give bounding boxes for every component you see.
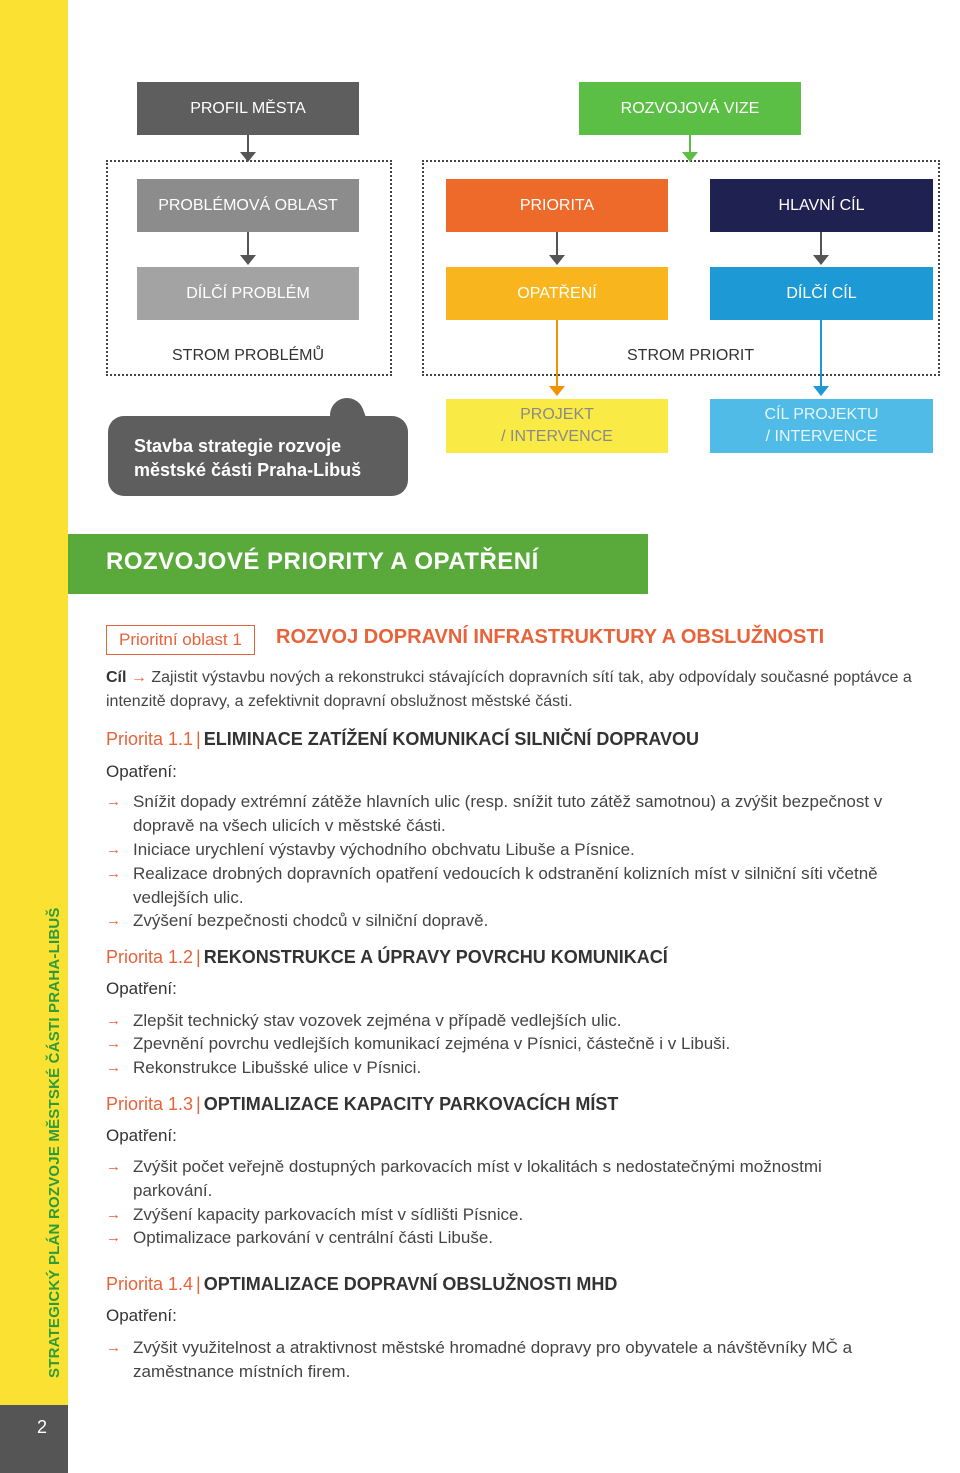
connector-line bbox=[556, 232, 558, 256]
connector-line bbox=[820, 320, 822, 386]
arrow-icon: → bbox=[106, 1035, 121, 1052]
list-item: → Zlepšit technický stav vozovek zejména v případě vedlejších ulic. bbox=[106, 1009, 936, 1033]
connector-arrow bbox=[682, 152, 698, 162]
arrow-icon: → bbox=[106, 793, 121, 810]
problemova-oblast-label: PROBLÉMOVÁ OBLAST bbox=[158, 196, 338, 214]
profil-mesta-label: PROFIL MĚSTA bbox=[190, 99, 306, 117]
arrow-icon: → bbox=[106, 865, 121, 882]
priority-number: Priorita 1.2 bbox=[106, 947, 194, 967]
arrow-icon: → bbox=[106, 1012, 121, 1029]
sidebar-title: STRATEGICKÝ PLÁN ROZVOJE MĚSTSKÉ ČÁSTI PRAHA-LIBUŠ bbox=[46, 907, 63, 1378]
arrow-icon: → bbox=[130, 669, 147, 686]
strom-priorit-label: STROM PRIORIT bbox=[623, 347, 758, 365]
connector-arrow bbox=[813, 386, 829, 396]
priority-heading: Priorita 1.3 | OPTIMALIZACE KAPACITY PARKOVACÍCH MÍST bbox=[106, 1094, 619, 1114]
priorita-box bbox=[446, 179, 668, 232]
goal-paragraph bbox=[106, 666, 936, 714]
cil-projektu-label-2: / INTERVENCE bbox=[765, 428, 878, 445]
projekt-label-1: PROJEKT bbox=[520, 406, 594, 423]
hlavni-cil-box bbox=[710, 179, 933, 232]
priority-heading: Priorita 1.2 | REKONSTRUKCE A ÚPRAVY POVRCHU KOMUNIKACÍ bbox=[106, 947, 668, 967]
page-number: 2 bbox=[36, 1417, 47, 1437]
list-item: → Realizace drobných dopravních opatření vedoucích k odstranění kolizních míst v silniční síti včetně vedlejších ulic. bbox=[106, 864, 878, 907]
measures-label: Opatření: bbox=[106, 1306, 177, 1325]
hlavni-cil-label: HLAVNÍ CÍL bbox=[778, 196, 865, 214]
priorita-label: PRIORITA bbox=[519, 196, 595, 214]
priority-heading: Priorita 1.1 | ELIMINACE ZATÍŽENÍ KOMUNIKACÍ SILNIČNÍ DOPRAVOU bbox=[106, 729, 700, 749]
measures-label: Opatření: bbox=[106, 1126, 177, 1145]
dilci-problem-label: DÍLČÍ PROBLÉM bbox=[186, 284, 310, 302]
priority-area-label: Prioritní oblast 1 bbox=[106, 625, 255, 655]
priority-heading: Priorita 1.4 | OPTIMALIZACE DOPRAVNÍ OBSLUŽNOSTI MHD bbox=[106, 1274, 618, 1294]
arrow-icon: → bbox=[106, 1158, 121, 1175]
bubble-line-2: městské části Praha-Libuš bbox=[134, 460, 362, 480]
priority-title: OPTIMALIZACE KAPACITY PARKOVACÍCH MÍST bbox=[203, 1094, 619, 1114]
connector-line bbox=[556, 320, 558, 386]
measures-label: Opatření: bbox=[106, 979, 177, 998]
goal-label: Cíl bbox=[106, 669, 127, 686]
priority-title: ELIMINACE ZATÍŽENÍ KOMUNIKACÍ SILNIČNÍ DOPRAVOU bbox=[203, 729, 700, 749]
list-item: → Zvýšení bezpečnosti chodců v silniční dopravě. bbox=[106, 909, 936, 933]
problemova-oblast-box bbox=[137, 179, 359, 232]
list-item: → Snížit dopady extrémní zátěže hlavních ulic (resp. snížit tuto zátěž samotnou) a zvýšit bezpečnost v dopravě na všech ulicích v městské části. bbox=[106, 792, 883, 835]
connector-arrow bbox=[813, 255, 829, 265]
opatreni-box bbox=[446, 267, 668, 320]
dilci-cil-label: DÍLČÍ CÍL bbox=[786, 284, 857, 302]
strom-problemu-label: STROM PROBLÉMŮ bbox=[168, 347, 328, 365]
list-item: → Zpevnění povrchu vedlejších komunikací zejména v Písnici, částečně i v Libuši. bbox=[106, 1032, 936, 1056]
list-item: → Zvýšit využitelnost a atraktivnost městské hromadné dopravy pro obyvatele a návštěvníky MČ a zaměstnance místních firem. bbox=[106, 1338, 853, 1381]
arrow-icon: → bbox=[106, 1059, 121, 1076]
rozvojova-vize-label: ROZVOJOVÁ VIZE bbox=[620, 99, 760, 117]
bubble-line-1: Stavba strategie rozvoje bbox=[134, 436, 342, 456]
connector-arrow bbox=[240, 255, 256, 265]
priority-number: Priorita 1.3 bbox=[106, 1094, 194, 1114]
measures-label: Opatření: bbox=[106, 762, 177, 781]
arrow-icon: → bbox=[106, 1229, 121, 1246]
opatreni-label: OPATŘENÍ bbox=[517, 284, 597, 302]
projekt-box bbox=[446, 399, 668, 453]
priority-area-title: ROZVOJ DOPRAVNÍ INFRASTRUKTURY A OBSLUŽNOSTI bbox=[276, 626, 825, 648]
goal-text: Zajistit výstavbu nových a rekonstrukci stávajících dopravních sítí tak, aby odpovídaly současné poptávce a intenzitě dopravy, a zefektivnit dopravní obslužnost městské části. bbox=[106, 669, 912, 710]
list-item: → Zvýšit počet veřejně dostupných parkovacích míst v lokalitách s nedostatečnými možnostmi parkování. bbox=[106, 1157, 822, 1200]
cil-projektu-box bbox=[710, 399, 933, 453]
priority-number: Priorita 1.1 bbox=[106, 729, 194, 749]
priority-title: REKONSTRUKCE A ÚPRAVY POVRCHU KOMUNIKACÍ bbox=[203, 947, 668, 967]
arrow-icon: → bbox=[106, 912, 121, 929]
arrow-icon: → bbox=[106, 1339, 121, 1356]
projekt-label-2: / INTERVENCE bbox=[501, 428, 613, 445]
dilci-cil-box bbox=[710, 267, 933, 320]
list-item: → Iniciace urychlení výstavby východního obchvatu Libuše a Písnice. bbox=[106, 838, 936, 862]
speech-bubble-text bbox=[134, 434, 361, 482]
arrow-icon: → bbox=[106, 1206, 121, 1223]
list-item: → Optimalizace parkování v centrální části Libuše. bbox=[106, 1226, 936, 1250]
arrow-icon: → bbox=[106, 841, 121, 858]
priority-title: OPTIMALIZACE DOPRAVNÍ OBSLUŽNOSTI MHD bbox=[203, 1274, 618, 1294]
rozvojova-vize-box bbox=[579, 82, 801, 135]
connector-arrow bbox=[549, 386, 565, 396]
connector-line bbox=[247, 232, 249, 256]
list-item: → Rekonstrukce Libušské ulice v Písnici. bbox=[106, 1056, 936, 1080]
connector-arrow bbox=[549, 255, 565, 265]
cil-projektu-label-1: CÍL PROJEKTU bbox=[764, 406, 879, 423]
dilci-problem-box bbox=[137, 267, 359, 320]
connector-arrow bbox=[240, 152, 256, 162]
section-title: ROZVOJOVÉ PRIORITY A OPATŘENÍ bbox=[106, 548, 539, 575]
profil-mesta-box bbox=[137, 82, 359, 135]
connector-line bbox=[820, 232, 822, 256]
list-item: → Zvýšení kapacity parkovacích míst v sídlišti Písnice. bbox=[106, 1203, 936, 1227]
priority-number: Priorita 1.4 bbox=[106, 1274, 194, 1294]
